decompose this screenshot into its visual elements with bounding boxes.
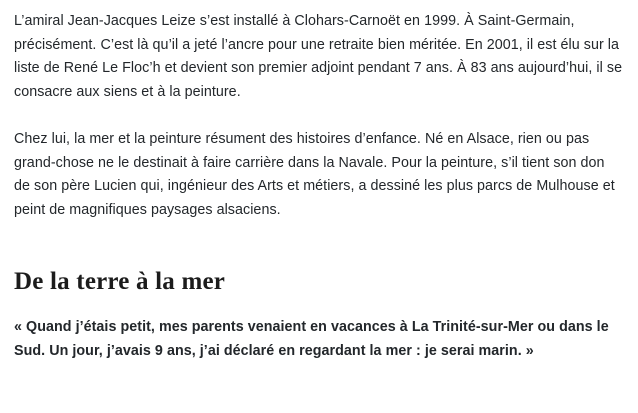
paragraph-2: Chez lui, la mer et la peinture résument des histoires d’enfance. Né en Alsace, rien ou pas grand-chose ne le destinait à faire carrière dans la Navale. Pour la peinture, s’il tient son don de son père Lucien qui, ingénieur des Arts et métiers, a dessiné les plus parcs de Mulhouse et peint de magnifiques paysages alsaciens. [14, 131, 615, 218]
paragraph-1: L’amiral Jean-Jacques Leize s’est installé à Clohars-Carnoët en 1999. À Saint-Germain, précisément. C’est là qu’il a jeté l’ancre pour une retraite bien méritée. En 2001, il est élu sur la liste de René Le Floc’h et devient son premier adjoint pendant 7 ans. À 83 ans aujourd’hui, il se consacre aux siens et à la peinture. [14, 13, 623, 100]
section-heading: De la terre à la mer [14, 268, 226, 295]
pullquote: « Quand j’étais petit, mes parents venaient en vacances à La Trinité-sur-Mer ou dans le Sud. Un jour, j’avais 9 ans, j’ai déclaré en regardant la mer : je serai marin. » [14, 319, 609, 359]
